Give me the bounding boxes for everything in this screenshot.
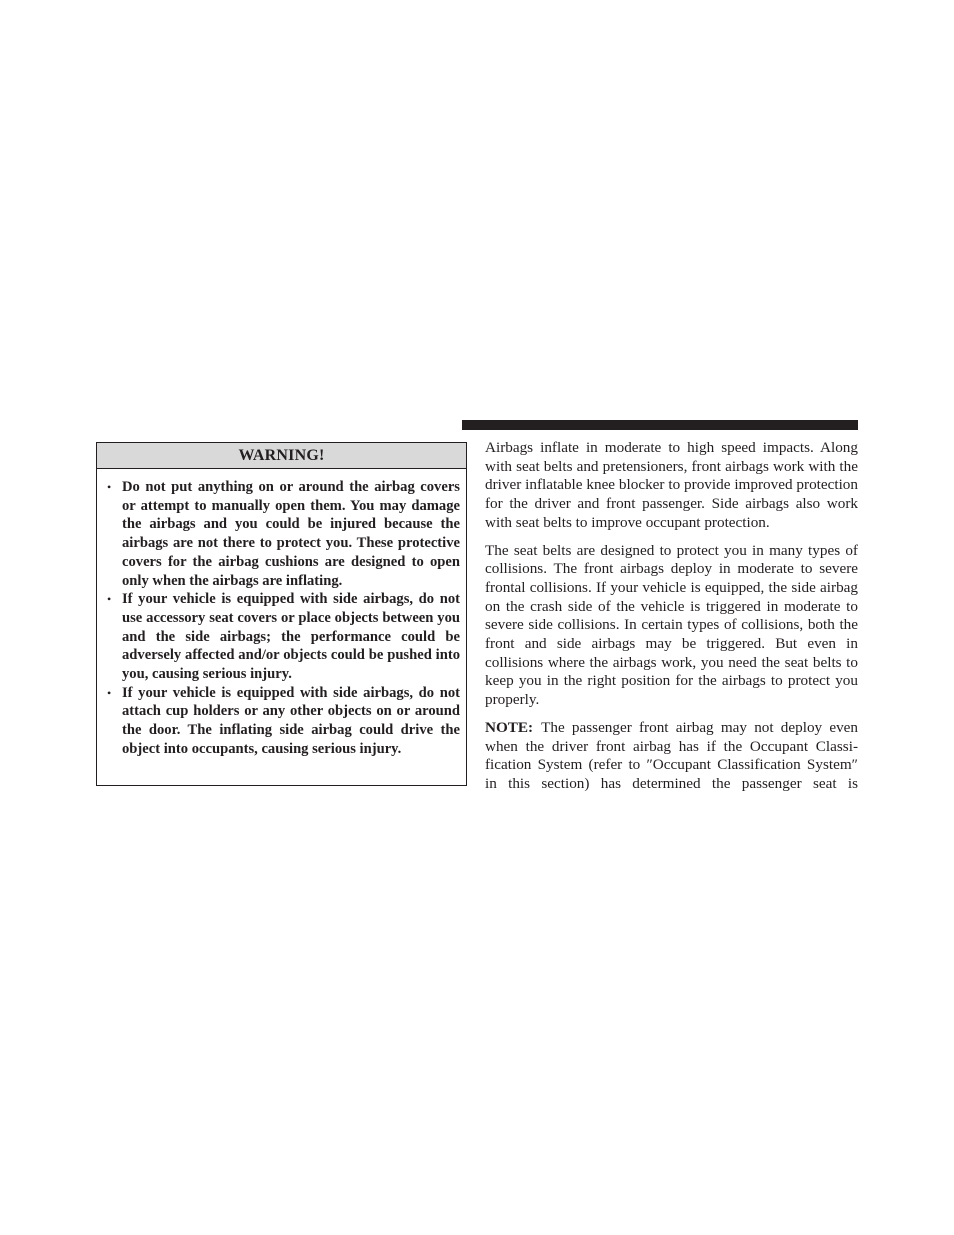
body-paragraph: Airbags inflate in moderate to high speed impacts. Along with seat belts and pretensioners, front airbags work with the driver inflatable knee blocker to provide improved protection for the driver and front passenger. Side airbags also work with seat belts to improve occupant protection. [485, 439, 858, 531]
body-paragraph: The seat belts are designed to protect you in many types of collisions. The front airbags deploy in moderate to severe frontal collisions. If your vehicle is equipped, the side airbag on the crash side of the vehicle is triggered in moderate to severe side collisions. In certain types of collisions, both the front and side airbags may be triggered. But even in collisions where the airbags work, you need the seat belts to keep you in the right position for the airbags to protect you properly. [485, 541, 858, 709]
warning-item [97, 478, 460, 590]
note-paragraph [485, 719, 858, 794]
note-label: NOTE: [485, 718, 534, 736]
warning-item [97, 684, 460, 759]
warning-list [97, 469, 466, 759]
note-text: The passenger front airbag may not deploy even when the driver front airbag has if the Occupant Classification System (refer to ″Occupant Classification System″ in this section) has determined the passenger seat is [485, 718, 858, 792]
bullet-icon: • [107, 592, 112, 607]
warning-item-text: If your vehicle is equipped with side airbags, do not attach cup holders or any other objects on or around the door. The inflating side airbag could drive the object into occupants, causing serious injury. [122, 684, 460, 757]
body-text-column [485, 439, 858, 803]
warning-item [97, 590, 460, 684]
bullet-icon: • [107, 685, 112, 700]
section-header-rule [462, 420, 858, 430]
bullet-icon: • [107, 480, 112, 494]
warning-title: WARNING! [97, 443, 466, 469]
warning-item-text: If your vehicle is equipped with side airbags, do not use accessory seat covers or place objects between you and the side airbags; the performance could be adversely affected and/or objects could be pushed into you, causing serious injury. [122, 591, 460, 683]
warning-box [96, 442, 467, 786]
warning-item-text: Do not put anything on or around the airbag covers or attempt to manually open them. You may damage the airbags and you could be injured because the airbags are not there to protect you. These protective covers for the airbag cushions are designed to open only when the airbags are inflating. [122, 479, 460, 589]
